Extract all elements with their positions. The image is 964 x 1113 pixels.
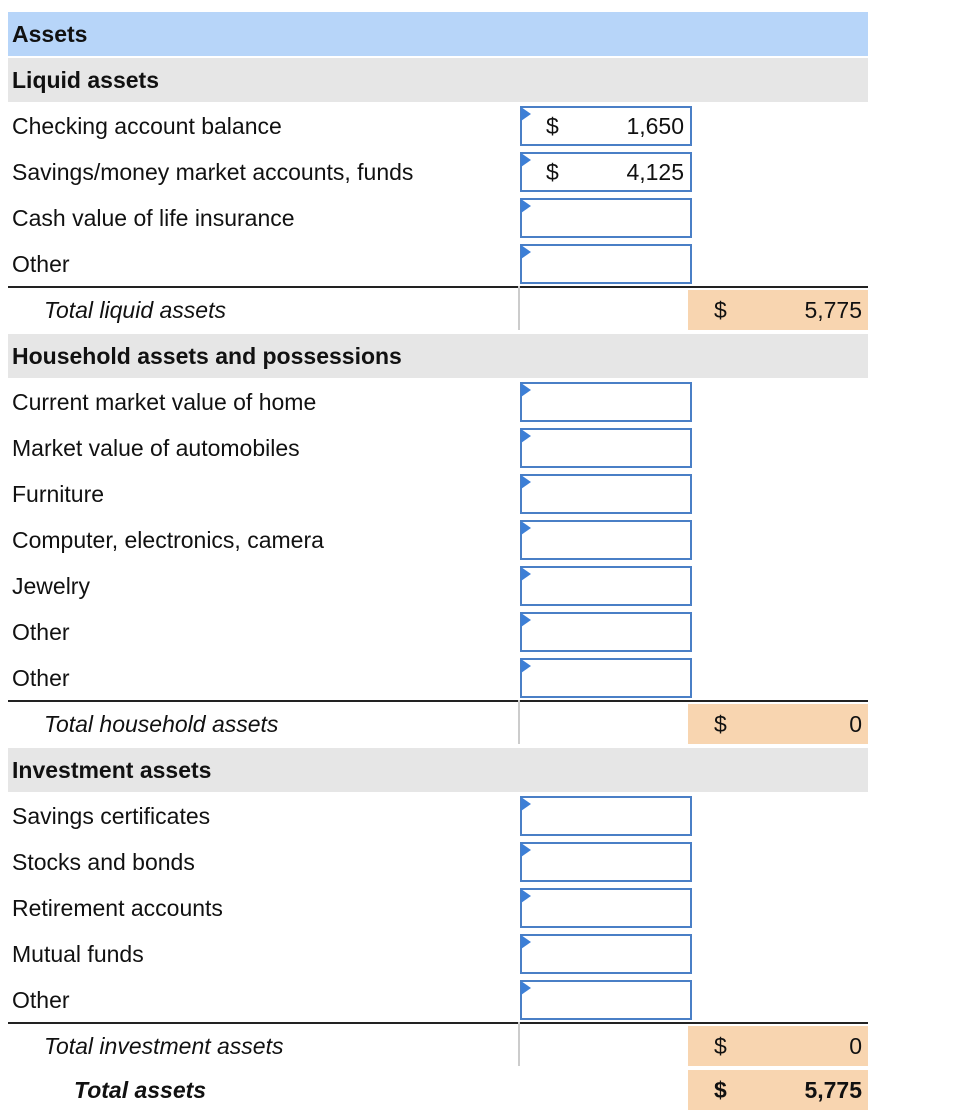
dropdown-marker-icon [521, 521, 531, 535]
household-row-automobiles [8, 426, 868, 470]
dropdown-marker-icon [521, 107, 531, 121]
row-label: Market value of automobiles [12, 435, 300, 461]
total-household-row [8, 702, 868, 746]
life-insurance-input[interactable] [520, 198, 692, 238]
investment-assets-header [8, 748, 868, 792]
household-other-2-input[interactable] [520, 658, 692, 698]
row-label: Other [12, 619, 70, 645]
liquid-assets-header [8, 58, 868, 102]
currency-symbol: $ [714, 1077, 727, 1103]
dropdown-marker-icon [521, 981, 531, 995]
row-label: Jewelry [12, 573, 90, 599]
total-liquid-row [8, 288, 868, 332]
automobiles-input[interactable] [520, 428, 692, 468]
liquid-row-checking [8, 104, 868, 148]
household-assets-header [8, 334, 868, 378]
household-other-1-input[interactable] [520, 612, 692, 652]
total-assets-value [688, 1070, 868, 1110]
total-value: 5,775 [804, 1077, 862, 1103]
cell-value: 1,650 [626, 113, 684, 139]
column-divider [518, 286, 520, 330]
total-investment-row [8, 1024, 868, 1068]
cell-value: 4,125 [626, 159, 684, 185]
dropdown-marker-icon [521, 613, 531, 627]
household-assets-title: Household assets and possessions [12, 343, 402, 369]
dropdown-marker-icon [521, 199, 531, 213]
mutual-funds-input[interactable] [520, 934, 692, 974]
checking-input[interactable] [520, 106, 692, 146]
investment-other-input[interactable] [520, 980, 692, 1020]
row-label: Checking account balance [12, 113, 282, 139]
total-value: 0 [849, 1033, 862, 1059]
furniture-input[interactable] [520, 474, 692, 514]
currency-symbol: $ [714, 1033, 727, 1059]
assets-title: Assets [12, 21, 88, 47]
dropdown-marker-icon [521, 383, 531, 397]
household-row-electronics [8, 518, 868, 562]
dropdown-marker-icon [521, 153, 531, 167]
certificates-input[interactable] [520, 796, 692, 836]
jewelry-input[interactable] [520, 566, 692, 606]
total-investment-value [688, 1026, 868, 1066]
stocks-bonds-input[interactable] [520, 842, 692, 882]
household-row-other-2 [8, 656, 868, 700]
row-label: Savings/money market accounts, funds [12, 159, 414, 185]
total-liquid-value [688, 290, 868, 330]
currency-symbol: $ [714, 297, 727, 323]
total-value: 5,775 [804, 297, 862, 323]
liquid-assets-title: Liquid assets [12, 67, 159, 93]
household-row-home [8, 380, 868, 424]
investment-row-other [8, 978, 868, 1022]
row-label: Retirement accounts [12, 895, 223, 921]
dropdown-marker-icon [521, 659, 531, 673]
liquid-row-savings [8, 150, 868, 194]
total-assets-row [8, 1068, 868, 1112]
dropdown-marker-icon [521, 889, 531, 903]
dropdown-marker-icon [521, 935, 531, 949]
household-row-furniture [8, 472, 868, 516]
dropdown-marker-icon [521, 475, 531, 489]
dropdown-marker-icon [521, 429, 531, 443]
row-label: Other [12, 987, 70, 1013]
assets-header [8, 12, 868, 56]
total-household-label: Total household assets [44, 711, 279, 737]
currency-symbol: $ [546, 113, 559, 139]
total-liquid-label: Total liquid assets [44, 297, 226, 323]
investment-row-mutual-funds [8, 932, 868, 976]
column-divider [518, 700, 520, 744]
liquid-row-other [8, 242, 868, 286]
total-investment-label: Total investment assets [44, 1033, 284, 1059]
savings-input[interactable] [520, 152, 692, 192]
electronics-input[interactable] [520, 520, 692, 560]
currency-symbol: $ [714, 711, 727, 737]
investment-row-stocks [8, 840, 868, 884]
total-assets-label: Total assets [74, 1077, 207, 1103]
household-row-other-1 [8, 610, 868, 654]
liquid-other-input[interactable] [520, 244, 692, 284]
total-household-value [688, 704, 868, 744]
dropdown-marker-icon [521, 797, 531, 811]
total-value: 0 [849, 711, 862, 737]
row-label: Current market value of home [12, 389, 317, 415]
row-label: Cash value of life insurance [12, 205, 295, 231]
row-label: Computer, electronics, camera [12, 527, 324, 553]
investment-assets-title: Investment assets [12, 757, 212, 783]
row-label: Other [12, 665, 70, 691]
dropdown-marker-icon [521, 843, 531, 857]
dropdown-marker-icon [521, 567, 531, 581]
household-row-jewelry [8, 564, 868, 608]
investment-row-certificates [8, 794, 868, 838]
row-label: Other [12, 251, 70, 277]
row-label: Furniture [12, 481, 105, 507]
home-value-input[interactable] [520, 382, 692, 422]
column-divider [518, 1022, 520, 1066]
row-label: Stocks and bonds [12, 849, 195, 875]
investment-row-retirement [8, 886, 868, 930]
retirement-input[interactable] [520, 888, 692, 928]
row-label: Savings certificates [12, 803, 211, 829]
liquid-row-life-insurance [8, 196, 868, 240]
dropdown-marker-icon [521, 245, 531, 259]
currency-symbol: $ [546, 159, 559, 185]
row-label: Mutual funds [12, 941, 144, 967]
